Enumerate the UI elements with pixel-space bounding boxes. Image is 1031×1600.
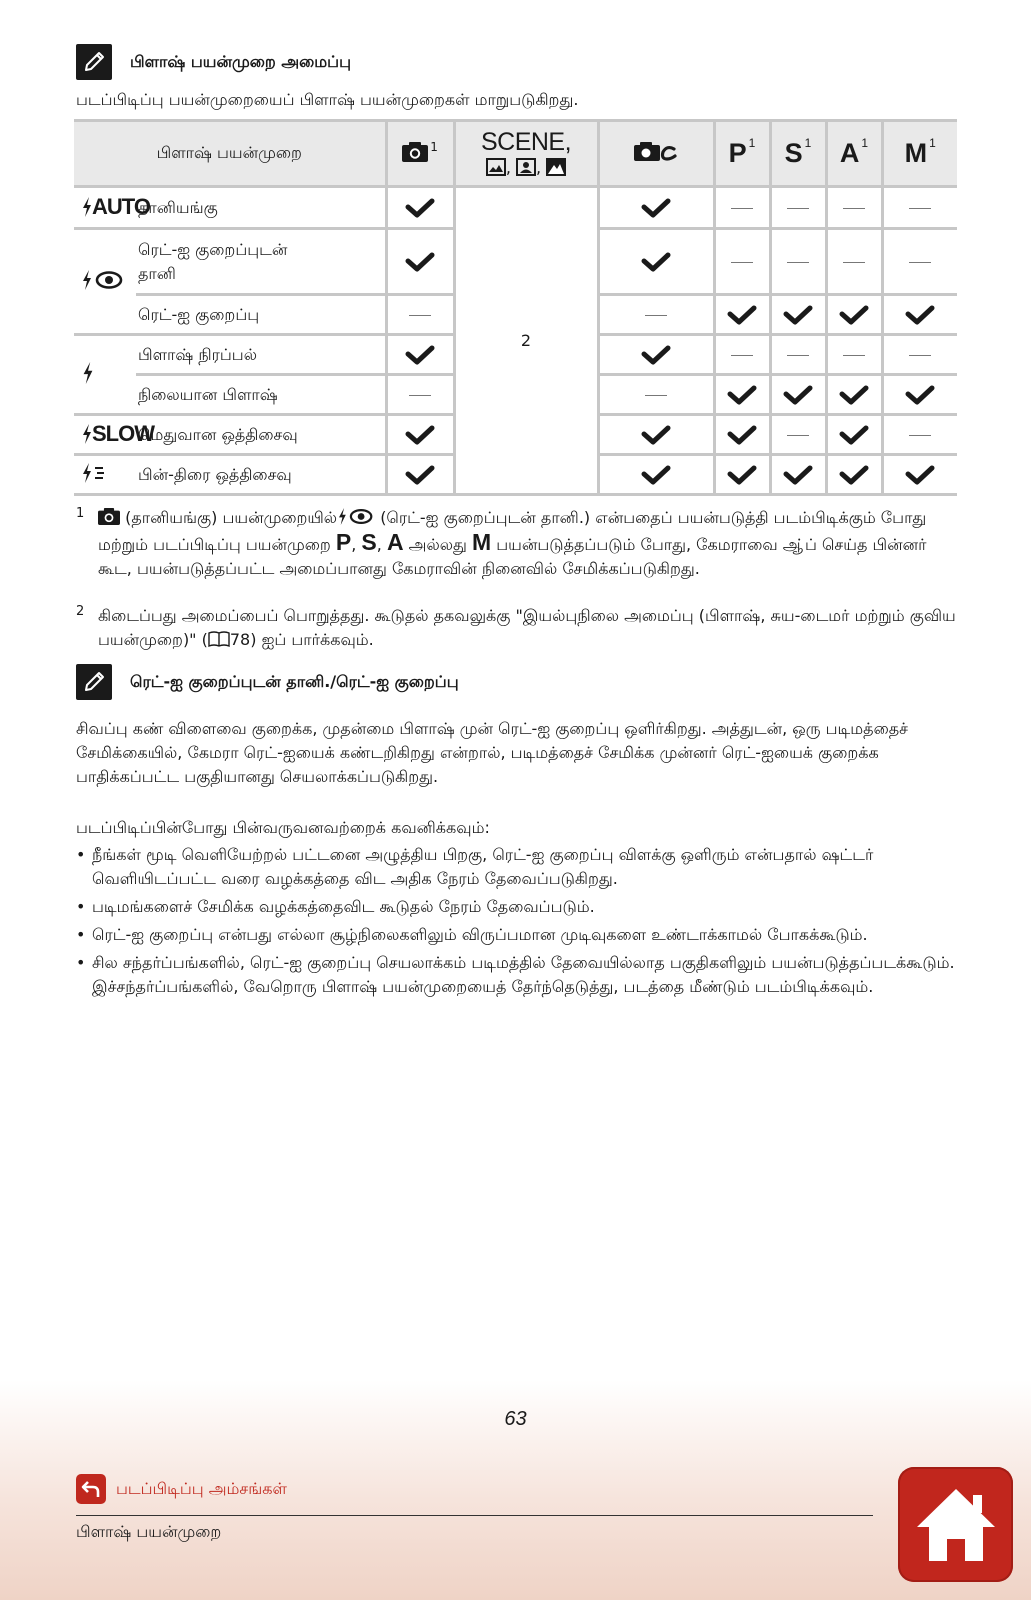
row-name: தானியங்கு (136, 187, 386, 229)
row-name: ரெட்-ஐ குறைப்புடன் தானி (136, 229, 386, 295)
check-icon (386, 335, 454, 375)
notes-intro: படப்பிடிப்பின்போது பின்வருவனவற்றைக் கவனிக்கவும்: (76, 818, 490, 837)
notes-list (76, 843, 956, 1003)
section-link-label: படப்பிடிப்பு அம்சங்கள் (116, 1478, 287, 1498)
check-icon (826, 415, 882, 455)
camera-auto-icon (98, 508, 120, 525)
page-number: 63 (504, 1408, 527, 1430)
check-icon (826, 295, 882, 335)
back-arrow-icon (76, 1474, 106, 1504)
row-name: பின்-திரை ஒத்திசைவு (136, 455, 386, 495)
check-icon (386, 455, 454, 495)
check-icon (714, 415, 770, 455)
not-available-dash (882, 335, 957, 375)
list-item: • ரெட்-ஐ குறைப்பு என்பது எல்லா சூழ்நிலைகளிலும் விருப்பமான முடிவுகளை உண்டாக்காமல் போகக்கூடும். (76, 923, 956, 947)
col-smart-portrait (598, 121, 714, 187)
red-eye-icon (74, 229, 136, 335)
footer-divider (76, 1515, 873, 1516)
row-name: ரெட்-ஐ குறைப்பு (136, 295, 386, 335)
col-flash-mode: பிளாஷ் பயன்முறை (74, 121, 386, 187)
col-s: S $^1$ (770, 121, 826, 187)
pencil-note-icon (76, 664, 112, 700)
camera-auto-icon (402, 142, 428, 162)
check-icon (598, 229, 714, 295)
not-available-dash (770, 415, 826, 455)
not-available-dash (714, 229, 770, 295)
table-row (74, 187, 957, 229)
section-red-eye (76, 664, 459, 700)
intro-text: படப்பிடிப்பு பயன்முறையைப் பிளாஷ் பயன்முறைகள் மாறுபடுகிறது. (76, 90, 579, 109)
check-icon (882, 295, 957, 335)
check-icon (770, 455, 826, 495)
not-available-dash (714, 335, 770, 375)
check-icon (598, 187, 714, 229)
check-icon (714, 295, 770, 335)
section-title: ரெட்-ஐ குறைப்புடன் தானி./ரெட்-ஐ குறைப்பு (130, 671, 459, 691)
red-eye-description: சிவப்பு கண் விளைவை குறைக்க, முதன்மை பிளாஷ் முன் ரெட்-ஐ குறைப்பு ஒளிர்கிறது. அத்துடன், ஒரு படிமத்தைச் சேமிக்கையில், கேமரா ரெட்-ஐயைக் கண்டறிகிறது என்றால், படிமத்தைச் சேமிக்க முன்னர் ரெட்-ஐயைக் குறைக்க பாதிக்கப்பட்ட பகுதியானது செயலாக்கப்படுகிறது. (76, 719, 908, 786)
smart-portrait-icon (634, 141, 678, 163)
not-available-dash (770, 187, 826, 229)
list-item: • சில சந்தர்ப்பங்களில், ரெட்-ஐ குறைப்பு செயலாக்கம் படிமத்தில் தேவையில்லாத பகுதிகளிலும் பயன்படுத்தப்படக்கூடும். இச்சந்தர்ப்பங்களில், வேறொரு பிளாஷ் பயன்முறையைத் தேர்ந்தெடுத்து, படத்தை மீண்டும் படம்பிடிக்கவும். (76, 951, 956, 999)
not-available-dash (826, 335, 882, 375)
row-name: மெதுவான ஒத்திசைவு (136, 415, 386, 455)
check-icon (598, 335, 714, 375)
flash-mode-table (74, 119, 957, 496)
list-item: • படிமங்களைச் சேமிக்க வழக்கத்தைவிட கூடுதல் நேரம் தேவைப்படும். (76, 895, 956, 919)
check-icon (386, 229, 454, 295)
not-available-dash (598, 375, 714, 415)
rear-curtain-icon (74, 455, 136, 495)
pencil-note-icon (76, 44, 112, 80)
back-to-section-link[interactable] (76, 1474, 287, 1504)
scene-icons: , , (456, 158, 597, 180)
row-name: நிலையான பிளாஷ் (136, 375, 386, 415)
book-icon (208, 631, 230, 647)
flash-auto-icon: AUTO (74, 187, 136, 229)
scene-note: 2 (454, 187, 598, 495)
row-name: பிளாஷ் நிரப்பல் (136, 335, 386, 375)
not-available-dash (826, 229, 882, 295)
col-p: P $^1$ (714, 121, 770, 187)
list-item: • நீங்கள் மூடி வெளியேற்றல் பட்டனை அழுத்திய பிறகு, ரெட்-ஐ குறைப்பு விளக்கு ஒளிரும் என்பதால் ஷட்டர் வெளியிடப்பட்ட வரை வழக்கத்தை விட அதிக நேரம் தேவைப்படுகிறது. (76, 843, 956, 891)
check-icon (386, 187, 454, 229)
check-icon (770, 295, 826, 335)
not-available-dash (770, 335, 826, 375)
not-available-dash (598, 295, 714, 335)
not-available-dash (386, 375, 454, 415)
col-m: M $^1$ (882, 121, 957, 187)
check-icon (770, 375, 826, 415)
check-icon (386, 415, 454, 455)
footer-page-title: பிளாஷ் பயன்முறை (76, 1522, 222, 1541)
home-icon (913, 1485, 999, 1565)
check-icon (826, 455, 882, 495)
not-available-dash (714, 187, 770, 229)
check-icon (882, 455, 957, 495)
check-icon (598, 455, 714, 495)
home-button[interactable] (898, 1467, 1013, 1582)
not-available-dash (882, 187, 957, 229)
not-available-dash (882, 229, 957, 295)
not-available-dash (386, 295, 454, 335)
check-icon (714, 375, 770, 415)
check-icon (882, 375, 957, 415)
not-available-dash (770, 229, 826, 295)
check-icon (598, 415, 714, 455)
red-eye-icon (337, 508, 375, 525)
col-scene: SCENE, , , (454, 121, 598, 187)
footnote-1: 1 (தானியங்கு) பயன்முறையில் (ரெட்-ஐ குறைப்புடன் தானி.) என்பதைப் பயன்படுத்தி படம்பிடிக்கும் போது மற்றும் படப்பிடிப்பு பயன்முறை P, S, A அல்லது M பயன்படுத்தப்படும் போது, கேமராவை ஆ்ப் செய்த பின்னர் கூட, பயன்படுத்தப்பட்ட அமைப்பானது கேமராவின் நினைவில் சேமிக்கப்படுகிறது. (76, 506, 927, 578)
check-icon (826, 375, 882, 415)
col-auto: 1 (386, 121, 454, 187)
footnote-2: 2 கிடைப்பது அமைப்பைப் பொறுத்தது. கூடுதல் தகவலுக்கு "இயல்புநிலை அமைப்பு (பிளாஷ், சுய-டைமர் மற்றும் குவிய பயன்முறை)" ( 78) ஐப் பார்க்கவும். (76, 604, 956, 649)
col-a: A $^1$ (826, 121, 882, 187)
section-flash-mode-setting (76, 44, 351, 80)
flash-icon (74, 335, 136, 415)
flash-slow-icon: SLOW (74, 415, 136, 455)
check-icon (714, 455, 770, 495)
section-title: பிளாஷ் பயன்முறை அமைப்பு (130, 51, 351, 71)
not-available-dash (826, 187, 882, 229)
not-available-dash (882, 415, 957, 455)
